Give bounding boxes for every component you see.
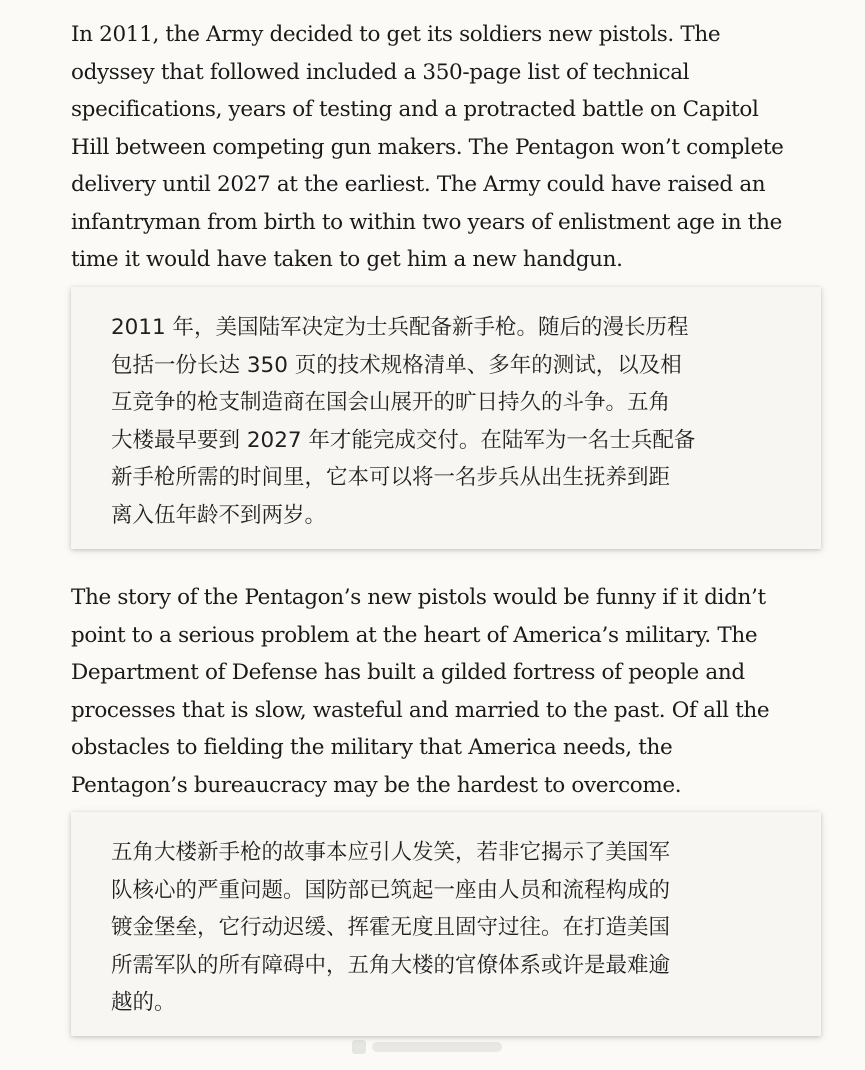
text-line: 互竞争的枪支制造商在国会山展开的旷日持久的斗争。五角 (111, 390, 671, 416)
text-line: 所需军队的所有障碍中，五角大楼的官僚体系或许是最难逾 (111, 952, 671, 978)
paragraph-chinese-1 (111, 309, 781, 535)
watermark-logo (350, 1036, 510, 1058)
text-line: 队核心的严重问题。国防部已筑起一座由人员和流程构成的 (111, 877, 671, 903)
paragraph-chinese-2 (111, 834, 781, 1022)
paragraph-english-1 (71, 16, 831, 279)
text-line: Hill between competing gun makers. The Pentagon won’t complete (71, 134, 784, 160)
text-line: 镀金堡垒，它行动迟缓、挥霍无度且固守过往。在打造美国 (111, 915, 671, 941)
text-line: Pentagon’s bureaucracy may be the hardest to overcome. (71, 772, 682, 798)
text-line: specifications, years of testing and a protracted battle on Capitol (71, 97, 759, 122)
text-line: processes that is slow, wasteful and married to the past. Of all the (71, 697, 770, 723)
text-line: 大楼最早要到 2027 年才能完成交付。在陆军为一名士兵配备 (111, 427, 696, 453)
text-line: In 2011, the Army decided to get its soldiers new pistols. The (71, 22, 721, 47)
text-line: delivery until 2027 at the earliest. The Army could have raised an (71, 172, 766, 197)
text-line: 新手枪所需的时间里，它本可以将一名步兵从出生抚养到距 (111, 465, 671, 491)
text-line: time it would have taken to get him a new handgun. (71, 247, 623, 272)
text-line: odyssey that followed included a 350-page list of technical (71, 59, 690, 85)
text-line: Department of Defense has built a gilded fortress of people and (71, 660, 745, 685)
text-line: 包括一份长达 350 页的技术规格清单、多年的测试，以及相 (111, 352, 682, 378)
translation-box-2 (71, 812, 821, 1036)
text-line: The story of the Pentagon’s new pistols would be funny if it didn’t (71, 585, 766, 610)
text-line: 越的。 (111, 990, 176, 1016)
paragraph-english-2 (71, 579, 831, 804)
text-line: obstacles to fielding the military that America needs, the (71, 735, 673, 760)
text-line: point to a serious problem at the heart of America’s military. The (71, 622, 758, 648)
text-line: 离入伍年龄不到两岁。 (111, 502, 327, 528)
text-line: 2011 年，美国陆军决定为士兵配备新手枪。随后的漫长历程 (111, 315, 689, 340)
translation-box-1 (71, 287, 821, 549)
text-line: infantryman from birth to within two years of enlistment age in the (71, 209, 782, 235)
text-line: 五角大楼新手枪的故事本应引人发笑，若非它揭示了美国军 (111, 840, 671, 865)
